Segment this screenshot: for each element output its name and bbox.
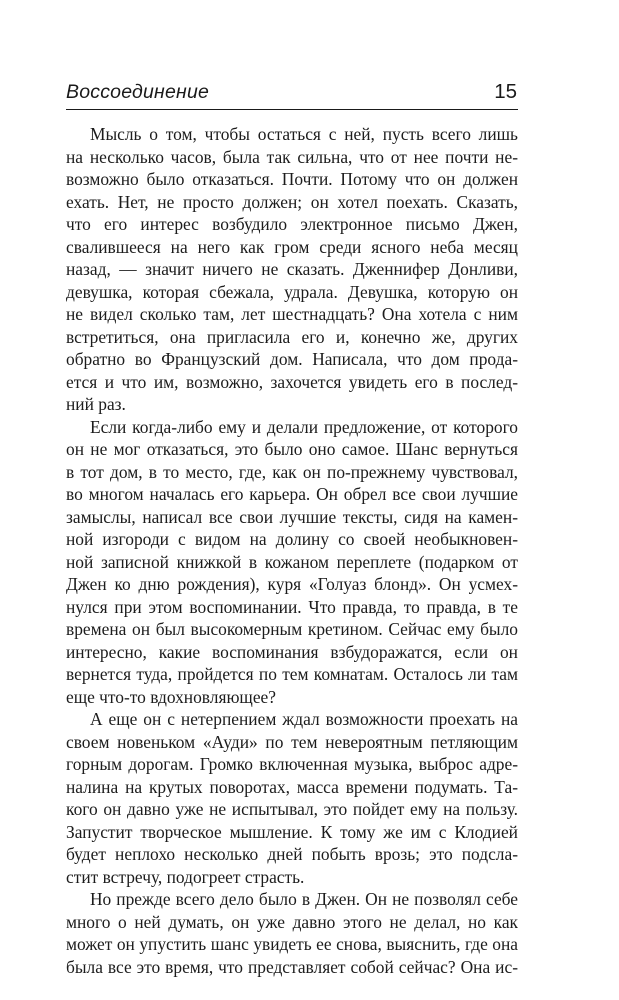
text-line: нулся при этом воспоминании. Что правда, то правда, в те — [66, 596, 518, 617]
text-line: еще что-то вдохновляющее? — [66, 686, 276, 707]
text-line: во многом началась его карьера. Он обрел все свои лучшие — [66, 484, 518, 504]
text-line: вернется туда, пройдется по тем комнатам. Осталось ли там — [66, 664, 518, 684]
text-line: в тот дом, в то место, где, как он по-прежнему чувствовал, — [66, 461, 518, 482]
text-line: обратно во Французский дом. Написала, что дом прода- — [66, 349, 518, 369]
text-line: он не мог отказаться, это было оно самое. Шанс вернуться — [66, 439, 518, 459]
text-line: Запустит творческое мышление. К тому же им с Клодией — [66, 821, 518, 842]
text-line: времена он был высокомерным кретином. Сейчас ему было — [66, 619, 518, 639]
page-number: 15 — [494, 80, 517, 103]
text-line: стит встречу, подогреет страсть. — [66, 866, 305, 887]
paragraph — [66, 123, 518, 416]
text-line: на несколько часов, была так сильна, что от нее почти не- — [66, 146, 518, 167]
text-line: Джен ко дню рождения), куря «Голуаз блонд». Он усмех- — [66, 574, 518, 594]
paragraph — [66, 708, 518, 888]
text-line: что его интерес возбудило электронное письмо Джен, — [66, 214, 518, 234]
text-line: своем новеньком «Ауди» по тем невероятным петляющим — [66, 731, 518, 752]
running-header — [66, 79, 518, 110]
paragraph — [66, 416, 518, 709]
text-line: ной изгороди с видом на долину со своей необыкновен- — [66, 529, 518, 549]
paragraph — [66, 888, 518, 978]
text-line: ехать. Нет, не просто должен; он хотел поехать. Сказать, — [66, 191, 518, 212]
text-line: ний раз. — [66, 394, 126, 414]
text-line: Если когда-либо ему и делали предложение, от которого — [90, 416, 518, 437]
body-text — [66, 123, 518, 978]
text-line: много о ней думать, он уже давно этого не делал, но как — [66, 911, 518, 932]
text-line: ной записной книжкой в кожаном переплете (подарком от — [66, 551, 518, 572]
text-line: будет неплохо несколько дней побыть врозь; это подсла- — [66, 844, 518, 864]
text-line: кого он давно уже не испытывал, это пойдет ему на пользу. — [66, 799, 518, 819]
text-line: налина на крутых поворотах, масса времени подумать. Та- — [66, 776, 518, 797]
text-line: девушка, которая сбежала, удрала. Девушка, которую он — [66, 281, 518, 302]
text-line: назад, — значит ничего не сказать. Дженнифер Донливи, — [66, 259, 518, 279]
text-line: ется и что им, возможно, захочется увидеть его в послед- — [66, 371, 518, 392]
text-line: Но прежде всего дело было в Джен. Он не позволял себе — [90, 889, 518, 909]
text-line: Мысль о том, чтобы остаться с ней, пусть всего лишь — [90, 124, 518, 144]
text-line: свалившееся на него как гром среди ясного неба месяц — [66, 236, 518, 257]
text-line: не видел сколько там, лет шестнадцать? Она хотела с ним — [66, 304, 518, 324]
text-line: была все это время, что представляет собой сейчас? Она ис- — [66, 956, 518, 977]
text-line: может он упустить шанс увидеть ее снова, выяснить, где она — [66, 934, 518, 954]
text-line: встретиться, она пригласила его и, конечно же, других — [66, 326, 518, 347]
text-line: возможно было отказаться. Почти. Потому что он должен — [66, 169, 518, 189]
chapter-title: Воссоединение — [66, 81, 210, 103]
text-line: интересно, какие воспоминания взбудоражатся, если он — [66, 641, 518, 662]
text-line: А еще он с нетерпением ждал возможности проехать на — [90, 709, 518, 729]
text-line: замыслы, написал все свои лучшие тексты, сидя на камен- — [66, 506, 518, 527]
text-line: горным дорогам. Громко включенная музыка, выброс адре- — [66, 754, 518, 774]
